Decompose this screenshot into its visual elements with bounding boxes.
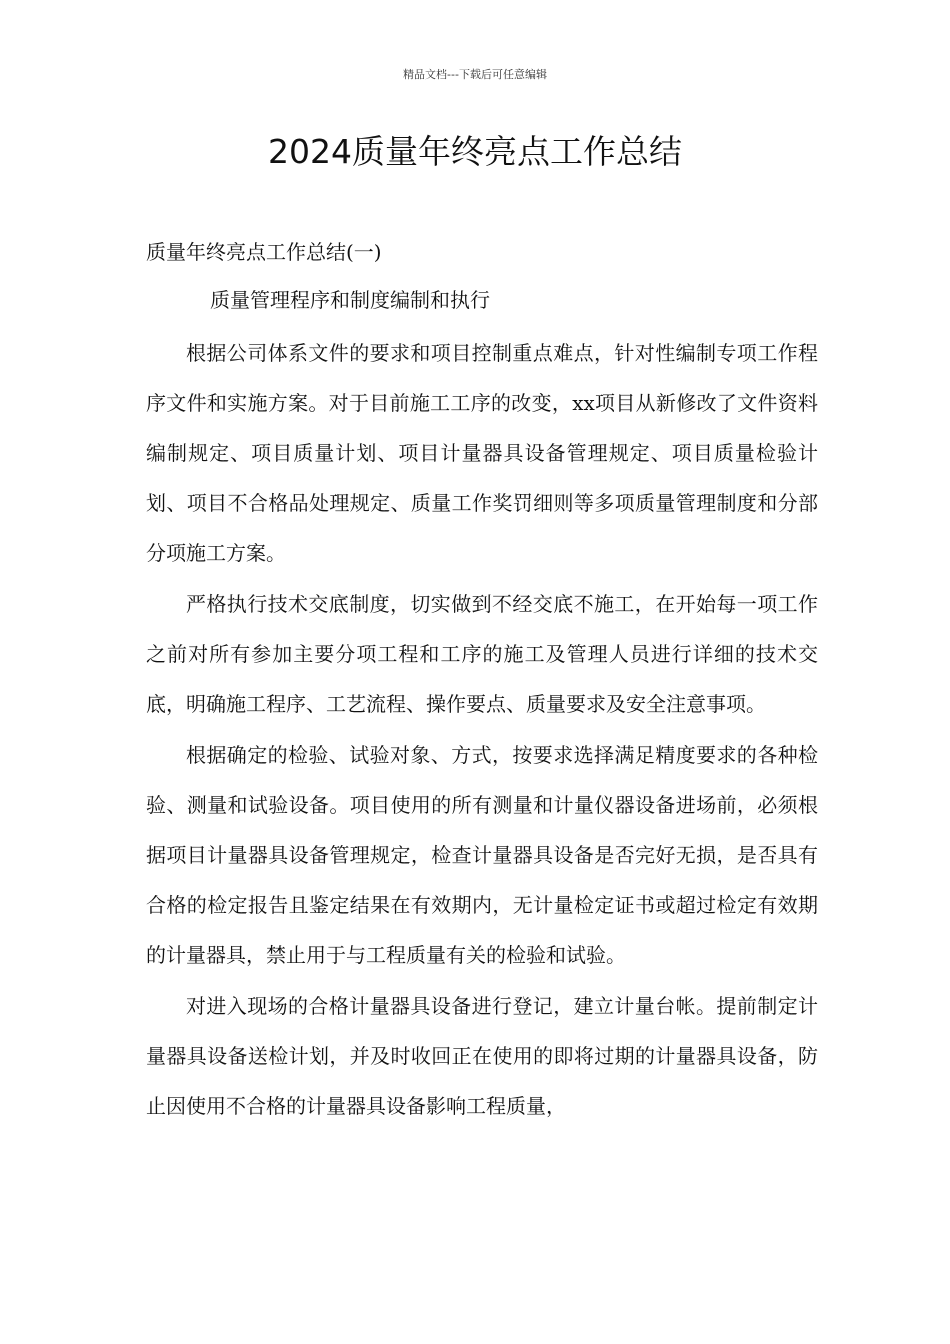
body-paragraph: 对进入现场的合格计量器具设备进行登记，建立计量台帐。提前制定计量器具设备送检计划，并及时收回正在使用的即将过期的计量器具设备，防止因使用不合格的计量器具设备影响工程质量， — [146, 994, 818, 1118]
body-paragraph: 根据确定的检验、试验对象、方式，按要求选择满足精度要求的各种检验、测量和试验设备。项目使用的所有测量和计量仪器设备进场前，必须根据项目计量器具设备管理规定，检查计量器具设备是否完好无损，是否具有合格的检定报告且鉴定结果在有效期内，无计量检定证书或超过检定有效期的计量器具，禁止用于与工程质量有关的检验和试验。 — [146, 743, 818, 967]
document-body — [146, 226, 818, 1132]
body-paragraph: 严格执行技术交底制度，切实做到不经交底不施工，在开始每一项工作之前对所有参加主要分项工程和工序的施工及管理人员进行详细的技术交底，明确施工程序、工艺流程、操作要点、质量要求及安全注意事项。 — [146, 592, 818, 716]
section-heading: 质量年终亮点工作总结(一) — [146, 240, 382, 264]
sub-heading: 质量管理程序和制度编制和执行 — [210, 288, 490, 312]
header-note: 精品文档---下载后可任意编辑 — [403, 68, 547, 81]
document-title: 2024质量年终亮点工作总结 — [268, 132, 682, 171]
body-paragraph: 根据公司体系文件的要求和项目控制重点难点，针对性编制专项工作程序文件和实施方案。对于目前施工工序的改变，xx项目从新修改了文件资料编制规定、项目质量计划、项目计量器具设备管理规定、项目质量检验计划、项目不合格品处理规定、质量工作奖罚细则等多项质量管理制度和分部分项施工方案。 — [146, 341, 818, 565]
